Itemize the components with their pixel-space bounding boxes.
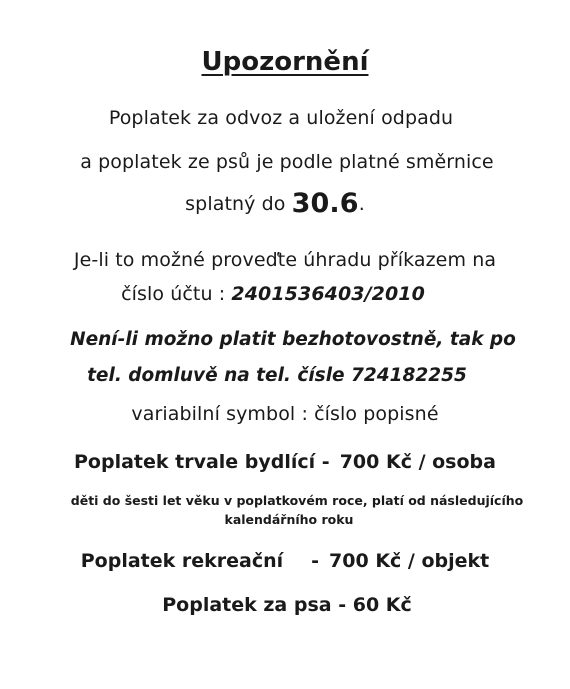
children-note-line-2: kalendářního roku bbox=[224, 512, 354, 527]
fee-resident-line bbox=[0, 451, 570, 473]
fee-recreation-dash: - bbox=[311, 550, 320, 572]
fee-resident-label: Poplatek trvale bydlící - bbox=[74, 451, 330, 473]
fee-description-line-2: a poplatek ze psů je podle platné směrnice bbox=[80, 151, 494, 173]
account-line bbox=[0, 283, 558, 305]
due-date: 30.6 bbox=[291, 188, 359, 219]
notice-title-text: Upozornění bbox=[201, 47, 369, 77]
account-number: 2401536403/2010 bbox=[231, 283, 425, 305]
fee-resident-amount: 700 Kč / osoba bbox=[339, 451, 496, 473]
due-date-period: . bbox=[358, 193, 365, 215]
due-date-line bbox=[0, 188, 560, 219]
fee-recreation-amount: 700 Kč / objekt bbox=[329, 550, 490, 572]
fee-recreation-line bbox=[0, 550, 570, 572]
payment-instruction-line: Je-li to možné proveďte úhradu příkazem na bbox=[73, 249, 497, 271]
cash-payment-line-1: Není-li možno platit bezhotovostně, tak po bbox=[70, 329, 516, 350]
fee-dog-line bbox=[2, 594, 570, 616]
children-note-line-1: děti do šesti let věku v poplatkovém roce, platí od následujícího bbox=[70, 493, 524, 508]
fee-dog-label: Poplatek za psa bbox=[162, 594, 332, 616]
notice-title bbox=[0, 47, 570, 77]
variable-symbol-line: variabilní symbol : číslo popisné bbox=[131, 403, 439, 425]
fee-recreation-label: Poplatek rekreační bbox=[80, 550, 284, 572]
account-label: číslo účtu : bbox=[121, 283, 226, 305]
fee-dog-amount: - 60 Kč bbox=[338, 594, 412, 616]
cash-payment-line-2: tel. domluvě na tel. čísle 724182255 bbox=[87, 365, 467, 386]
fee-description-line-1: Poplatek za odvoz a uložení odpadu bbox=[108, 107, 454, 129]
due-date-prefix: splatný do bbox=[185, 193, 286, 215]
